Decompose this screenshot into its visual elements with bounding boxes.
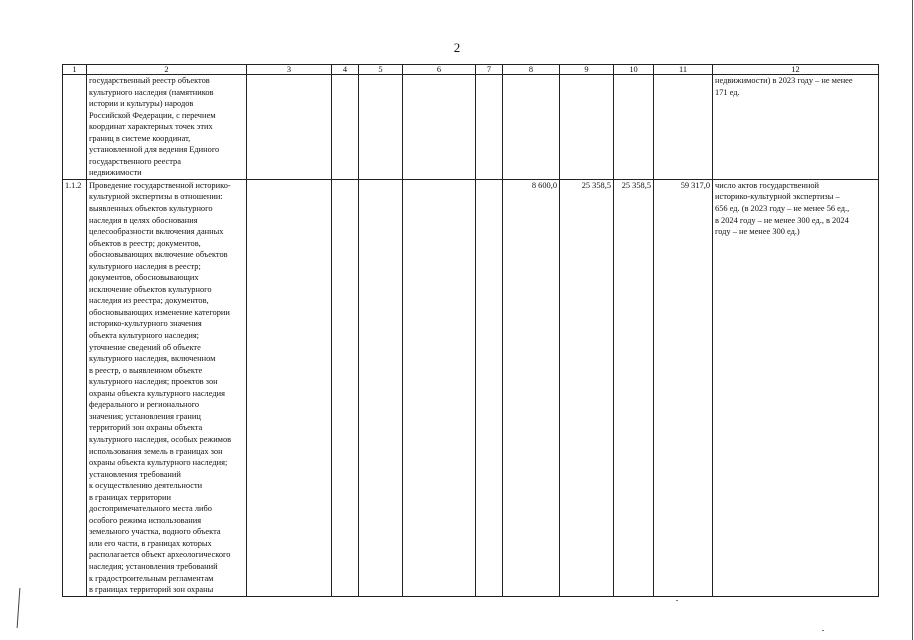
text-line: координат характерных точек этих [89,122,213,132]
scan-speck [676,600,678,601]
cell-col5 [359,179,403,596]
table-row [63,75,879,180]
text-line: установления требований [89,469,181,479]
text-line: наследия в целях обоснования [89,215,198,225]
text-line: к осуществлению деятельности [89,481,203,491]
column-header-8: 8 [503,65,560,75]
program-table [62,64,879,597]
text-line: Проведение государственной историко- [89,180,231,190]
measure-description [87,179,247,596]
scan-speck [822,630,824,631]
text-line: располагается объект археологического [89,550,231,560]
text-line: число актов государственной [715,180,820,190]
cell-col8 [503,75,560,180]
scan-mark [17,588,21,628]
description-lines [89,180,244,596]
text-line: целесообразности включения данных [89,227,224,237]
text-line: документов, обосновывающих [89,273,199,283]
page-edge-line [912,0,913,640]
text-line: культурного наследия, включенном [89,354,216,364]
column-header-3: 3 [247,65,332,75]
cell-col11: 59 317,0 [654,179,713,596]
row-number [63,75,87,180]
text-line: 171 ед. [715,87,740,97]
text-line: обосновывающих включение объектов [89,250,228,260]
indicator-lines [715,75,876,98]
page-number: 2 [453,40,461,55]
cell-col4 [332,75,359,180]
column-header-9: 9 [560,65,614,75]
text-line: культурного наследия (памятников [89,87,214,97]
measure-description [87,75,247,180]
cell-col3 [247,75,332,180]
table-row [63,179,879,596]
text-line: федерального и регионального [89,400,200,410]
text-line: охраны объекта культурного наследия; [89,458,228,468]
text-line: обосновывающих изменение категории [89,307,230,317]
text-line: государственного реестра [89,156,181,166]
text-line: объектов в реестр; документов, [89,238,201,248]
cell-col7 [476,179,503,596]
text-line: недвижимости) в 2023 году – не менее [715,76,853,85]
text-line: земельного участка, водного объекта [89,527,221,537]
cell-col9 [560,75,614,180]
cell-col4 [332,179,359,596]
indicator-lines [715,180,876,238]
text-line: уточнение сведений об объекте [89,342,201,352]
text-line: культурного наследия в реестр; [89,261,201,271]
text-line: или его части, в границах которых [89,538,212,548]
text-line: охраны объекта культурного наследия [89,388,225,398]
text-line: культурного наследия; проектов зон [89,377,218,387]
text-line: установленной для ведения Единого [89,145,220,155]
cell-col3 [247,179,332,596]
text-line: культурной экспертизы в отношении: [89,192,223,202]
text-line: территорий зон охраны объекта [89,423,203,433]
cell-col7 [476,75,503,180]
column-header-11: 11 [654,65,713,75]
text-line: значения; установления границ [89,411,201,421]
text-line: наследия из реестра; документов, [89,296,209,306]
text-line: использования земель в границах зон [89,446,223,456]
text-line: культурного наследия, особых режимов [89,434,232,444]
row-number: 1.1.2 [63,179,87,596]
text-line: в границах территории [89,492,171,502]
text-line: к градостроительным регламентам [89,573,214,583]
cell-col8: 8 600,0 [503,179,560,596]
text-line: особого режима использования [89,515,202,525]
text-line: 656 ед. (в 2023 году – не менее 56 ед., [715,204,850,214]
cell-col11 [654,75,713,180]
text-line: в границах территорий зон охраны [89,585,214,595]
column-header-4: 4 [332,65,359,75]
column-header-6: 6 [403,65,476,75]
text-line: году – не менее 300 ед.) [715,227,800,237]
text-line: наследия; установления требований [89,561,218,571]
column-number-row [63,65,879,75]
cell-col9: 25 358,5 [560,179,614,596]
indicator-text [713,179,879,596]
text-line: выявленных объектов культурного [89,204,213,214]
text-line: Российской Федерации, с перечнем [89,110,216,120]
column-header-5: 5 [359,65,403,75]
column-header-2: 2 [87,65,247,75]
text-line: в 2024 году – не менее 300 ед., в 2024 [715,215,849,225]
cell-col10 [614,75,654,180]
text-line: исключение объектов культурного [89,284,212,294]
column-header-10: 10 [614,65,654,75]
description-lines [89,75,244,179]
text-line: недвижимости [89,168,142,178]
text-line: достопримечательного места либо [89,504,212,514]
text-line: историко-культурной экспертизы – [715,192,840,202]
text-line: историко-культурного значения [89,319,202,329]
indicator-text [713,75,879,180]
text-line: государственный реестр объектов [89,76,210,85]
cell-col6 [403,179,476,596]
cell-col6 [403,75,476,180]
column-header-12: 12 [713,65,879,75]
text-line: истории и культуры) народов [89,99,194,109]
cell-col5 [359,75,403,180]
text-line: в реестр, о выявленном объекте [89,365,203,375]
text-line: границ в системе координат, [89,133,191,143]
column-header-1: 1 [63,65,87,75]
column-header-7: 7 [476,65,503,75]
text-line: объекта культурного наследия; [89,331,199,341]
cell-col10: 25 358,5 [614,179,654,596]
